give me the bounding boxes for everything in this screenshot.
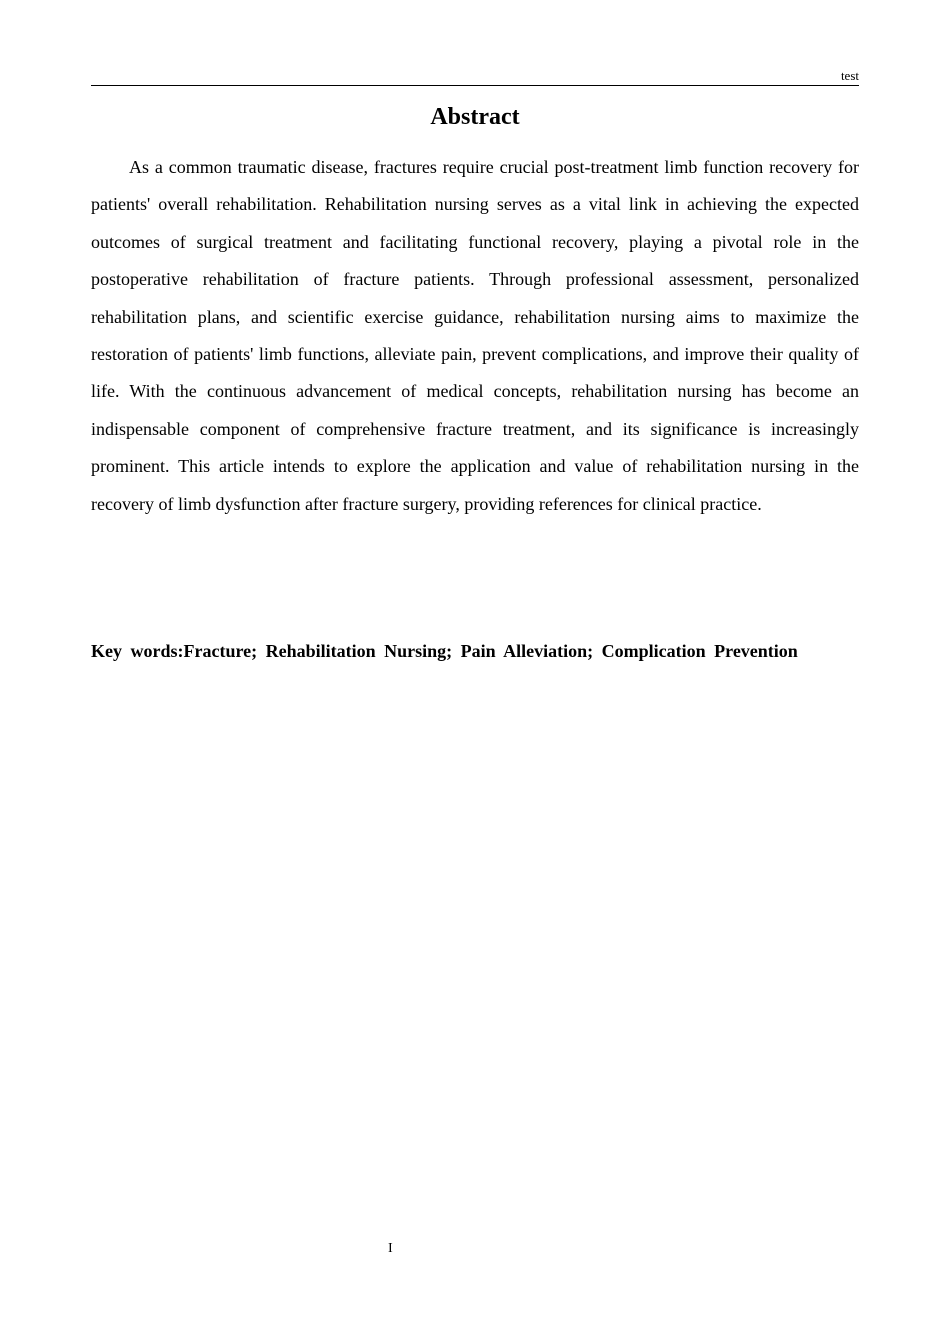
- header-divider: [91, 85, 859, 86]
- running-header: test: [840, 68, 859, 83]
- keywords-label: Key words:: [91, 641, 184, 661]
- abstract-body: As a common traumatic disease, fractures require crucial post-treatment limb function recovery for patients' overall rehabilitation. Rehabilitation nursing serves as a vital link in achieving the expected outcomes of surgical treatment and facilitating functional recovery, playing a pivotal role in the postoperative rehabilitation of fracture patients. Through professional assessment, personalized rehabilitation plans, and scientific exercise guidance, rehabilitation nursing aims to maximize the restoration of patients' limb functions, alleviate pain, prevent complications, and improve their quality of life. With the continuous advancement of medical concepts, rehabilitation nursing has become an indispensable component of comprehensive fracture treatment, and its significance is increasingly prominent. This article intends to explore the application and value of rehabilitation nursing in the recovery of limb dysfunction after fracture surgery, providing references for clinical practice.: [91, 157, 859, 514]
- keywords-line: [91, 636, 859, 666]
- keywords-terms: Fracture; Rehabilitation Nursing; Pain Alleviation; Complication Prevention: [183, 641, 798, 661]
- page-number: I: [388, 1241, 393, 1256]
- abstract-title: Abstract: [430, 104, 520, 130]
